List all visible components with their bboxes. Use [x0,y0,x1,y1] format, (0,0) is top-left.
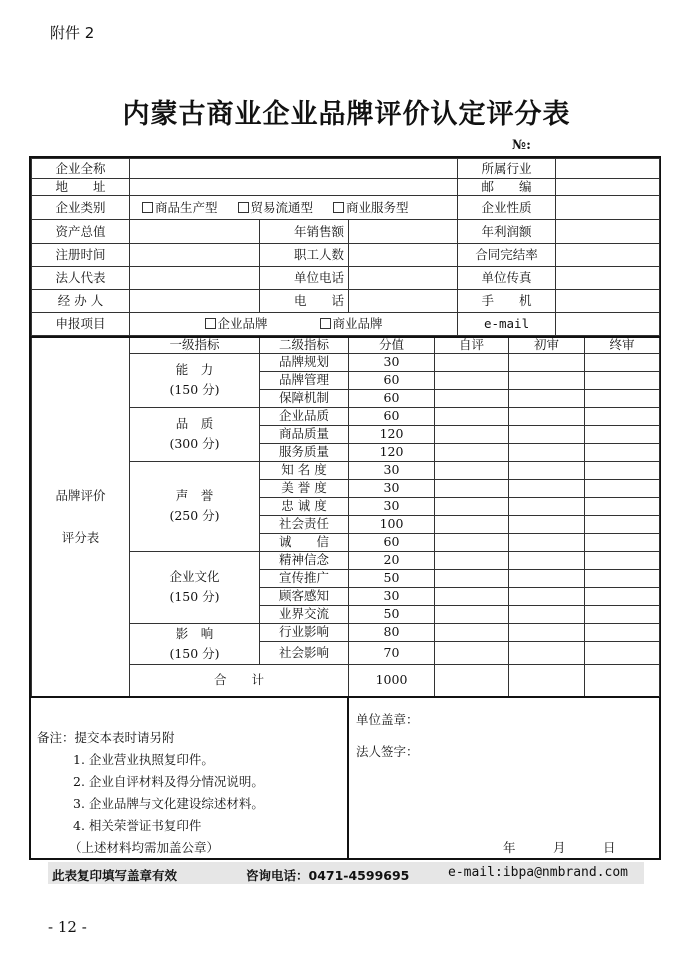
self-score-field[interactable] [435,461,509,479]
industry-label: 所属行业 [458,159,556,179]
category-option-trade[interactable] [238,201,314,215]
max-score: 60 [349,533,435,551]
option-label: 企业品牌 [217,316,268,332]
self-score-field[interactable] [435,371,509,389]
final-review-field[interactable] [585,353,660,371]
self-score-field[interactable] [435,641,509,664]
footer-phone: 咨询电话：0471-4599695 [246,868,410,883]
secondary-indicator: 业界交流 [260,605,349,623]
max-score: 30 [349,479,435,497]
note-footnote: （上述材料均需加盖公章） [69,840,220,855]
self-score-field[interactable] [435,407,509,425]
footer-validity: 此表复印填写盖章有效 [52,868,178,883]
page-number: - 12 - [48,918,87,936]
note-item: 3. 企业品牌与文化建设综述材料。 [73,796,264,811]
max-score: 100 [349,515,435,533]
initial-review-field[interactable] [509,389,585,407]
notes-section [31,696,659,860]
category-option-service[interactable] [333,201,409,215]
info-field[interactable] [130,244,260,267]
self-score-field[interactable] [435,587,509,605]
initial-review-field[interactable] [509,371,585,389]
info-field[interactable] [556,220,660,244]
apply-label: 申报项目 [32,313,130,336]
max-score: 30 [349,461,435,479]
page-title: 内蒙古商业企业品牌评价认定评分表 [122,99,571,130]
column-header: 自评 [435,337,509,353]
note-item: 2. 企业自评材料及得分情况说明。 [73,774,264,789]
self-score-field[interactable] [435,551,509,569]
notes-box [31,698,349,860]
initial-review-field[interactable] [509,479,585,497]
column-header: 分值 [349,337,435,353]
self-score-field[interactable] [435,443,509,461]
footer-email: e-mail:ibpa@nmbrand.com [448,865,629,880]
self-score-field[interactable] [435,497,509,515]
score-header-row [32,337,660,353]
final-review-field[interactable] [585,605,660,623]
max-score: 60 [349,389,435,407]
address-field[interactable] [130,179,458,196]
company-name-label: 企业全称 [32,159,130,179]
info-row-label: 经 办 人 [32,290,130,313]
initial-review-field[interactable] [509,443,585,461]
final-review-field[interactable] [585,515,660,533]
score-table [31,336,660,697]
info-row-label: 法人代表 [32,267,130,290]
max-score: 60 [349,407,435,425]
max-score: 30 [349,587,435,605]
info-field[interactable] [349,220,458,244]
secondary-indicator: 行业影响 [260,623,349,641]
final-review-field[interactable] [585,569,660,587]
column-header: 初审 [509,337,585,353]
self-score-field[interactable] [435,533,509,551]
primary-indicator-name: 品 质 [175,416,214,431]
initial-review-total-field[interactable] [509,664,585,696]
initial-review-field[interactable] [509,497,585,515]
final-review-field[interactable] [585,587,660,605]
column-header: 终审 [585,337,660,353]
company-info-table [31,158,660,336]
secondary-indicator: 商品质量 [260,425,349,443]
info-field[interactable] [349,244,458,267]
initial-review-field[interactable] [509,623,585,641]
self-score-total-field[interactable] [435,664,509,696]
primary-indicator-points: (150 分) [169,645,220,661]
primary-indicator [130,551,260,623]
primary-indicator [130,623,260,664]
initial-review-field[interactable] [509,515,585,533]
final-review-field[interactable] [585,461,660,479]
final-review-field[interactable] [585,443,660,461]
secondary-indicator: 忠 诚 度 [260,497,349,515]
secondary-indicator: 保障机制 [260,389,349,407]
apply-option-enterprise[interactable] [205,317,268,331]
checkbox-icon[interactable] [320,318,331,329]
initial-review-field[interactable] [509,587,585,605]
apply-options [130,313,458,336]
self-score-field[interactable] [435,425,509,443]
info-row-label: 职工人数 [260,244,349,267]
info-field[interactable] [556,290,660,313]
attachment-label: 附件 2 [50,24,95,42]
initial-review-field[interactable] [509,533,585,551]
secondary-indicator: 顾客感知 [260,587,349,605]
info-field[interactable] [130,267,260,290]
initial-review-field[interactable] [509,569,585,587]
total-label: 合 计 [130,664,349,696]
primary-indicator-name: 声 誉 [175,488,214,503]
info-row-label: 年利润额 [458,220,556,244]
footer-band [48,862,644,884]
email-field[interactable] [556,313,660,336]
max-score: 80 [349,623,435,641]
category-options [130,196,458,220]
checkbox-icon[interactable] [238,202,249,213]
primary-indicator-points: (150 分) [169,589,220,604]
self-score-field[interactable] [435,479,509,497]
signature-label: 法人签字： [356,744,419,759]
company-name-field[interactable] [130,159,458,179]
checkbox-icon[interactable] [142,202,153,213]
final-review-field[interactable] [585,425,660,443]
primary-indicator [130,407,260,461]
info-field[interactable] [556,267,660,290]
nature-field[interactable] [556,196,660,220]
self-score-field[interactable] [435,569,509,587]
primary-indicator [130,461,260,551]
self-score-field[interactable] [435,623,509,641]
primary-indicator [130,353,260,407]
max-score: 50 [349,569,435,587]
primary-indicator-name: 企业文化 [169,569,220,584]
total-value: 1000 [349,664,435,696]
email-label: e-mail [458,313,556,336]
industry-field[interactable] [556,159,660,179]
column-header: 一级指标 [130,337,260,353]
initial-review-field[interactable] [509,407,585,425]
option-label: 贸易流通型 [250,199,314,215]
secondary-indicator: 社会影响 [260,641,349,664]
apply-option-commercial[interactable] [320,317,383,331]
initial-review-field[interactable] [509,461,585,479]
self-score-field[interactable] [435,353,509,371]
info-row-label: 单位电话 [260,267,349,290]
max-score: 120 [349,443,435,461]
info-row-label: 注册时间 [32,244,130,267]
final-review-field[interactable] [585,623,660,641]
max-score: 70 [349,641,435,664]
info-field[interactable] [349,290,458,313]
note-item: 1. 企业营业执照复印件。 [73,752,214,767]
category-option-production[interactable] [142,201,218,215]
final-review-field[interactable] [585,641,660,664]
max-score: 30 [349,353,435,371]
max-score: 30 [349,497,435,515]
nature-label: 企业性质 [458,196,556,220]
final-review-field[interactable] [585,497,660,515]
final-review-field[interactable] [585,407,660,425]
initial-review-field[interactable] [509,353,585,371]
secondary-indicator: 企业品质 [260,407,349,425]
option-label: 商业服务型 [346,199,409,215]
info-field[interactable] [130,290,260,313]
secondary-indicator: 品牌规划 [260,353,349,371]
primary-indicator-points: (300 分) [169,436,220,451]
note-item: 4. 相关荣誉证书复印件 [73,818,202,833]
number-label: №: [512,138,531,153]
initial-review-field[interactable] [509,605,585,623]
postcode-label: 邮 编 [458,179,556,196]
column-header: 二级指标 [260,337,349,353]
info-row-label: 年销售额 [260,220,349,244]
info-field[interactable] [349,267,458,290]
notes-heading: 备注：提交本表时请另附 [37,730,175,745]
primary-indicator-points: (150 分) [169,382,220,397]
checkbox-icon[interactable] [333,202,344,213]
info-row-label: 合同完结率 [458,244,556,267]
secondary-indicator: 品牌管理 [260,371,349,389]
secondary-indicator: 社会责任 [260,515,349,533]
secondary-indicator: 知 名 度 [260,461,349,479]
option-label: 商品生产型 [155,199,218,215]
secondary-indicator: 服务质量 [260,443,349,461]
final-review-field[interactable] [585,551,660,569]
form-frame [29,156,661,860]
final-review-field[interactable] [585,479,660,497]
max-score: 50 [349,605,435,623]
section-label-line: 品牌评价 [55,487,106,503]
self-score-field[interactable] [435,605,509,623]
address-label: 地 址 [32,179,130,196]
max-score: 120 [349,425,435,443]
initial-review-field[interactable] [509,641,585,664]
postcode-field[interactable] [556,179,660,196]
info-row-label: 电 话 [260,290,349,313]
date-label: 年 月 日 [503,840,616,855]
initial-review-field[interactable] [509,425,585,443]
max-score: 20 [349,551,435,569]
section-label-line: 评分表 [61,529,100,545]
info-field[interactable] [130,220,260,244]
final-review-field[interactable] [585,371,660,389]
secondary-indicator: 美 誉 度 [260,479,349,497]
seal-label: 单位盖章： [356,712,419,727]
final-review-total-field[interactable] [585,664,660,696]
secondary-indicator: 精神信念 [260,551,349,569]
primary-indicator-name: 能 力 [175,362,214,377]
info-row-label: 资产总值 [32,220,130,244]
self-score-field[interactable] [435,515,509,533]
initial-review-field[interactable] [509,551,585,569]
checkbox-icon[interactable] [205,318,216,329]
category-label: 企业类别 [32,196,130,220]
section-label [32,337,130,696]
primary-indicator-points: (250 分) [169,508,220,523]
signature-box [349,698,659,860]
option-label: 商业品牌 [332,316,383,332]
secondary-indicator: 诚 信 [260,533,349,551]
self-score-field[interactable] [435,389,509,407]
info-row-label: 手 机 [458,290,556,313]
primary-indicator-name: 影 响 [175,625,214,641]
final-review-field[interactable] [585,389,660,407]
secondary-indicator: 宣传推广 [260,569,349,587]
info-field[interactable] [556,244,660,267]
max-score: 60 [349,371,435,389]
info-row-label: 单位传真 [458,267,556,290]
final-review-field[interactable] [585,533,660,551]
